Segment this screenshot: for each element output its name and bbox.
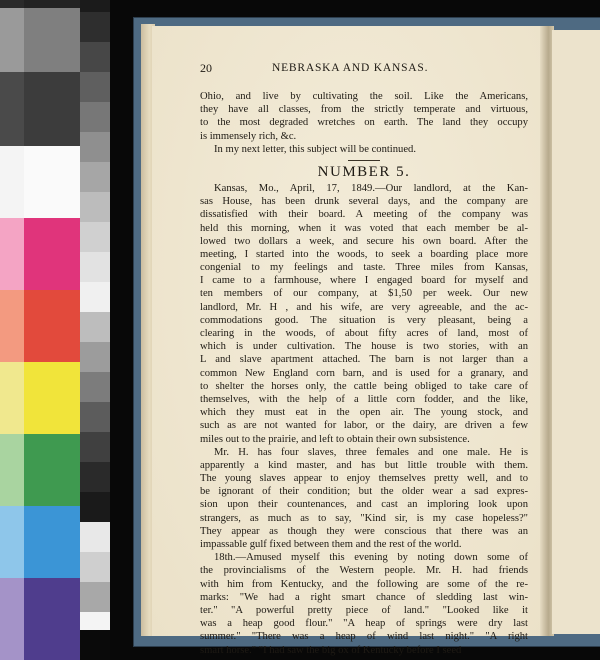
color-patch	[24, 434, 80, 506]
page-text	[200, 62, 528, 657]
text-line: impassable gulf fixed between them and the rest of the world.	[200, 539, 462, 550]
facing-page	[552, 30, 600, 634]
color-patch	[80, 612, 110, 630]
text-line: They appear as though they were conscious that there was an	[200, 525, 528, 537]
color-patch	[24, 8, 80, 72]
text-line: to the most degraded wretches on earth. The land they occupy	[200, 117, 528, 129]
color-patch	[80, 552, 110, 582]
color-patch	[80, 102, 110, 132]
section-heading: NUMBER 5.	[317, 163, 411, 180]
text-line: to shelter the horses only, the cattle being obliged to take care of	[200, 380, 528, 392]
calibration-grayscale-column	[80, 0, 110, 660]
text-line: summer." "There was a heap of wind last night." "A right	[200, 631, 528, 643]
color-patch	[80, 162, 110, 192]
text-line: 18th.—Amused myself this evening by noting down some of	[214, 552, 528, 564]
color-patch	[24, 72, 80, 146]
color-patch	[80, 402, 110, 432]
text-line: miles out to the prairie, and left to obtain their own subsistence.	[200, 433, 470, 445]
color-patch	[24, 578, 80, 660]
color-patch	[24, 0, 80, 8]
color-patch	[80, 462, 110, 492]
color-patch	[80, 372, 110, 402]
text-line: L and slave apartment attached. The barn is not larger than a	[200, 354, 528, 366]
color-patch	[80, 342, 110, 372]
color-patch	[80, 312, 110, 342]
color-patch	[0, 506, 24, 578]
text-line: I came to a farmhouse, where I engaged board for myself and	[200, 275, 528, 287]
text-line: landlord, Mr. H , and his wife, are very agreeable, and the ac-	[200, 301, 528, 313]
color-patch	[0, 146, 24, 218]
page-number: 20	[200, 61, 212, 75]
color-patch	[0, 362, 24, 434]
color-patch	[80, 132, 110, 162]
color-patch	[80, 12, 110, 42]
text-line: themselves, with the help of a little corn fodder, and the like,	[200, 393, 528, 405]
text-line: sas House, has been drunk several days, and the company are	[200, 196, 528, 208]
text-line: commodations good. The situation is very pleasant, being a	[200, 314, 528, 326]
calibration-column-saturated	[24, 0, 80, 660]
text-line: be ignorant of their condition; but the older wear a sad expres-	[200, 486, 528, 498]
color-patch	[24, 362, 80, 434]
text-line: which they must eat in the open air. The young stock, and	[200, 407, 528, 419]
text-line: was a heap good flour." "A heap of springs were dry last	[200, 618, 528, 630]
color-patch	[80, 42, 110, 72]
color-patch	[80, 222, 110, 252]
text-line: marks: "We had a right smart chance of sledding last win-	[200, 591, 528, 603]
text-line: sion upon their countenances, and cast an imploring look upon	[200, 499, 528, 511]
text-line: lowed two dollars a week, and secure his own board. After the	[200, 235, 528, 247]
color-patch	[80, 522, 110, 552]
color-patch	[0, 72, 24, 146]
color-calibration-strip	[0, 0, 110, 660]
color-patch	[24, 290, 80, 362]
text-line: ter." "A powerful pretty piece of land." "Looked like it	[200, 604, 528, 616]
text-line: common New England corn barn, and is used for a granary, and	[200, 367, 528, 379]
intro-paragraph	[200, 90, 528, 143]
color-patch	[24, 218, 80, 290]
color-patch	[80, 252, 110, 282]
text-line: meeting, I started into the woods, to seek a boarding place more	[200, 248, 528, 260]
running-head-title: NEBRASKA AND KANSAS.	[272, 62, 429, 74]
text-line: Mr. H. has four slaves, three females and one male. He is	[214, 446, 528, 458]
color-patch	[0, 8, 24, 72]
text-line: which is under cultivation. The house is two stories, with an	[200, 341, 528, 353]
color-patch	[0, 578, 24, 660]
running-head	[200, 62, 528, 80]
text-line: clearing in the woods, of about fifty acres of land, most of	[200, 328, 528, 339]
color-patch	[80, 72, 110, 102]
text-line: is immensely rich, &c.	[200, 130, 297, 142]
letter-body	[200, 182, 528, 657]
text-line: ten members of our company, at $1,50 per week. Our new	[200, 288, 528, 300]
text-line: congenial to my feelings and taste. Three miles from Kansas,	[200, 262, 528, 274]
color-patch	[80, 192, 110, 222]
color-patch	[80, 282, 110, 312]
text-line: smart horse." "I had saw the big ox of Kentucky before I seed	[200, 644, 462, 656]
text-line: the provincialisms of the Western people. Mr. H. had friends	[200, 565, 528, 577]
color-patch	[0, 290, 24, 362]
color-patch	[80, 492, 110, 522]
color-patch	[80, 582, 110, 612]
color-patch	[80, 0, 110, 12]
text-line: Kansas, Mo., April, 17, 1849.—Our landlord, at the Kan-	[214, 182, 528, 194]
text-line: with him from Kentucky, and the following are some of the re-	[200, 578, 528, 590]
calibration-column-tinted	[0, 0, 24, 660]
color-patch	[0, 434, 24, 506]
text-line: apparently a kind master, and has but little trouble with them.	[200, 459, 528, 471]
text-line: such as are not wanted for labor, or the dairy, are driven a few	[200, 420, 528, 432]
color-patch	[0, 218, 24, 290]
text-line: held this morning, when it was voted that each member be al-	[200, 222, 528, 234]
continue-line: In my next letter, this subject will be continued.	[214, 143, 416, 155]
text-line: The young slaves appear to enjoy themselves pretty well, and to	[200, 473, 528, 485]
color-patch	[80, 432, 110, 462]
section-rule	[348, 160, 380, 161]
color-patch	[24, 506, 80, 578]
text-line: they have all classes, from the strictly temperate and virtuous,	[200, 104, 528, 116]
text-line: dissatisfied with their board. A meeting of the company was	[200, 209, 528, 221]
color-patch	[0, 0, 24, 8]
text-line: Ohio, and live by cultivating the soil. Like the Americans,	[200, 91, 528, 102]
text-line: strangers, as much as to say, "Kind sir, is my case hopeless?"	[200, 512, 528, 524]
color-patch	[24, 146, 80, 218]
